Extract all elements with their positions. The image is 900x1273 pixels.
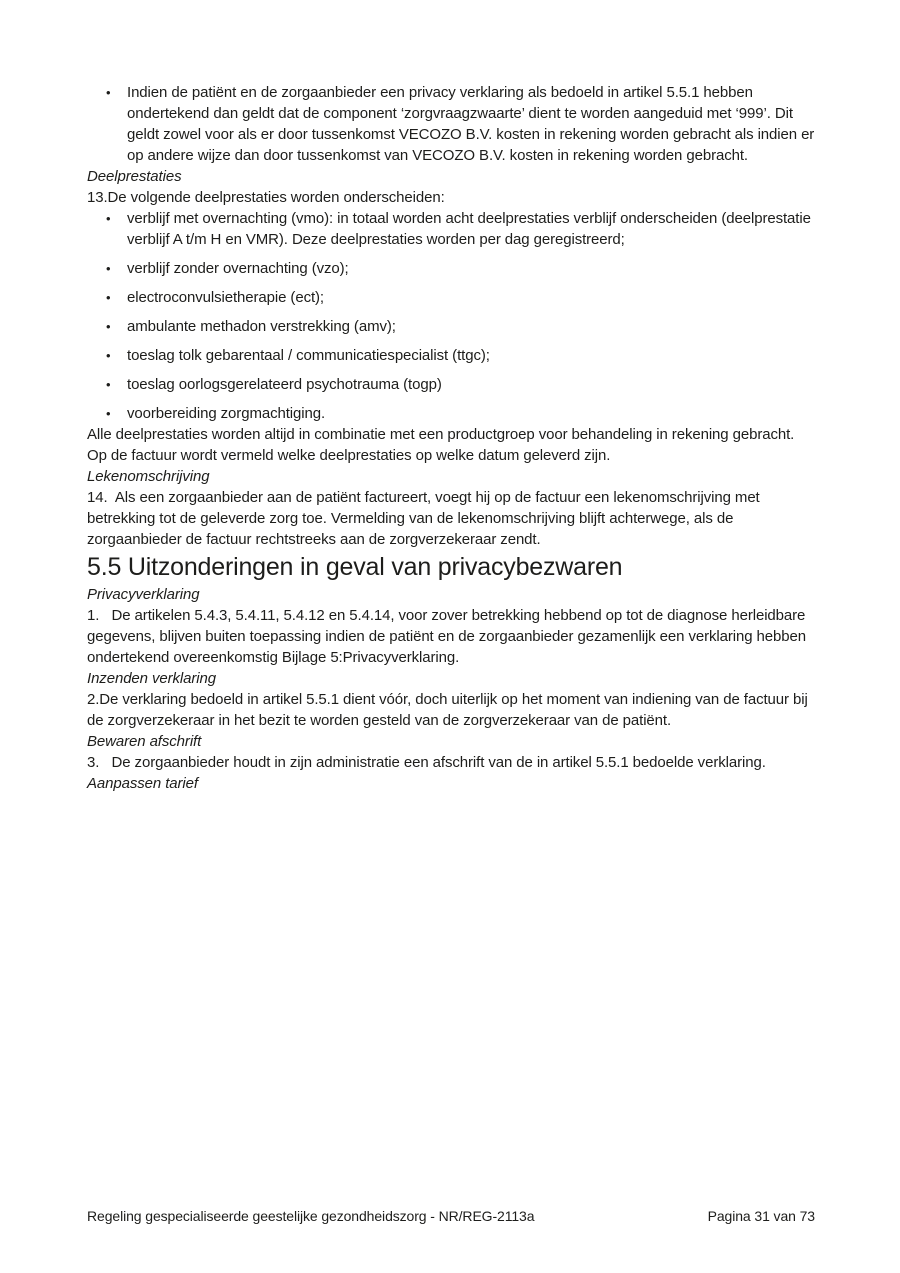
subheading-privacyverklaring: Privacyverklaring bbox=[87, 586, 200, 603]
paragraph-3: 3. De zorgaanbieder houdt in zijn administratie een afschrift van de in artikel 5.5.1 bedoelde verklaring. bbox=[87, 754, 766, 771]
subheading-aanpassen-tarief: Aanpassen tarief bbox=[87, 775, 198, 792]
subheading-bewaren-afschrift: Bewaren afschrift bbox=[87, 733, 202, 750]
subheading-lekenomschrijving: Lekenomschrijving bbox=[87, 468, 210, 485]
list-item: • electroconvulsietherapie (ect); bbox=[87, 287, 815, 308]
paragraph-1: 1. De artikelen 5.4.3, 5.4.11, 5.4.12 en 5.4.14, voor zover betrekking hebbend op tot de diagnose herleidbare gegevens, blijven buiten toepassing indien de patiënt en de zorgaanbieder gezamenlijk een verklaring hebben ondertekend overeenkomstig Bijlage 5:Privacyverklaring. bbox=[87, 607, 806, 666]
list-item: • voorbereiding zorgmachtiging. bbox=[87, 403, 815, 424]
paragraph-13: 13.De volgende deelprestaties worden onderscheiden: bbox=[87, 189, 445, 206]
paragraph-14: 14. Als een zorgaanbieder aan de patiënt factureert, voegt hij op de factuur een lekenomschrijving met betrekking tot de geleverde zorg toe. Vermelding van de lekenomschrijving blijft achterwege, als de zorgaanbieder de factuur rechtstreeks aan de zorgverzekeraar zendt. bbox=[87, 489, 760, 548]
list-item: • ambulante methadon verstrekking (amv); bbox=[87, 316, 815, 337]
subheading-inzenden-verklaring: Inzenden verklaring bbox=[87, 670, 217, 687]
section-heading-5-5: 5.5 Uitzonderingen in geval van privacybezwaren bbox=[87, 553, 623, 581]
footer-document-title: Regeling gespecialiseerde geestelijke gezondheidszorg - NR/REG-2113a bbox=[87, 1208, 535, 1224]
page-footer bbox=[87, 1207, 815, 1225]
page-content bbox=[87, 82, 815, 794]
list-item: • Indien de patiënt en de zorgaanbieder een privacy verklaring als bedoeld in artikel 5.5.1 hebben ondertekend dan geldt dat de component ‘zorgvraagzwaarte’ dient te worden aangeduid met ‘999’. Dit geldt zowel voor als er door tussenkomst VECOZO B.V. kosten in rekening worden gebracht als indien er op andere wijze dan door tussenkomst van VECOZO B.V. kosten in rekening worden gebracht. bbox=[87, 82, 815, 166]
list-item: • verblijf met overnachting (vmo): in totaal worden acht deelprestaties verblijf onderscheiden (deelprestatie verblijf A t/m H en VMR). Deze deelprestaties worden per dag geregistreerd; bbox=[87, 208, 815, 250]
intro-bullet-list bbox=[87, 82, 815, 166]
list-item: • toeslag oorlogsgerelateerd psychotrauma (togp) bbox=[87, 374, 815, 395]
paragraph-2: 2.De verklaring bedoeld in artikel 5.5.1 dient vóór, doch uiterlijk op het moment van indiening van de factuur bij de zorgverzekeraar in het bezit te worden gesteld van de zorgverzekeraar van de patiënt. bbox=[87, 691, 808, 729]
deelprestaties-list bbox=[87, 208, 815, 424]
paragraph-deelprestaties-note: Alle deelprestaties worden altijd in combinatie met een productgroep voor behandeling in rekening gebracht. Op de factuur wordt vermeld welke deelprestaties op welke datum geleverd zijn. bbox=[87, 426, 795, 464]
list-item: • verblijf zonder overnachting (vzo); bbox=[87, 258, 815, 279]
footer-page-number: Pagina 31 van 73 bbox=[707, 1208, 815, 1224]
subheading-deelprestaties: Deelprestaties bbox=[87, 168, 182, 185]
list-item: • toeslag tolk gebarentaal / communicatiespecialist (ttgc); bbox=[87, 345, 815, 366]
